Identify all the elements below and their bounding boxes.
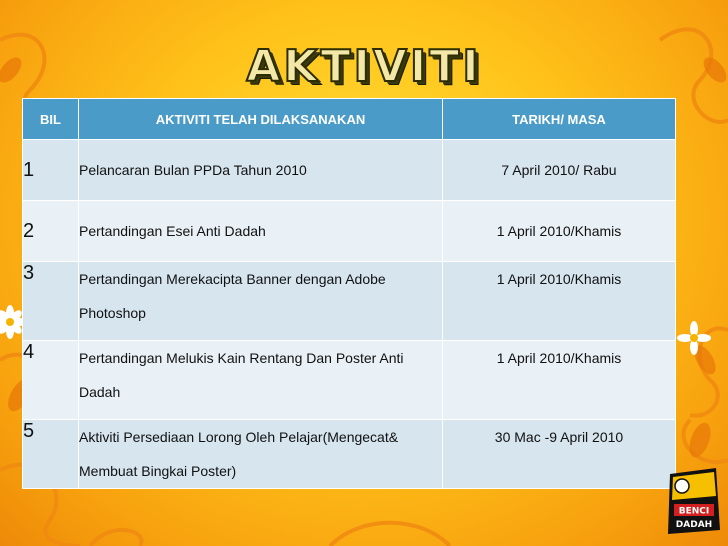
row-activity: Pertandingan Merekacipta Banner dengan Adobe Photoshop bbox=[79, 262, 443, 341]
svg-text:DADAH: DADAH bbox=[675, 520, 713, 530]
row-number: 1 bbox=[23, 140, 79, 201]
row-date: 1 April 2010/Khamis bbox=[443, 201, 676, 262]
activity-table bbox=[22, 98, 676, 489]
table-row bbox=[23, 420, 676, 489]
header-activity: AKTIVITI TELAH DILAKSANAKAN bbox=[79, 99, 443, 140]
table-row bbox=[23, 140, 676, 201]
slide-title: AKTIVITI bbox=[246, 40, 482, 92]
table-row bbox=[23, 262, 676, 341]
benci-dadah-logo bbox=[664, 466, 722, 536]
row-date: 7 April 2010/ Rabu bbox=[443, 140, 676, 201]
table-header-row bbox=[23, 99, 676, 140]
table-row bbox=[23, 341, 676, 420]
row-number: 5 bbox=[23, 420, 79, 489]
row-number: 4 bbox=[23, 341, 79, 420]
row-activity: Pelancaran Bulan PPDa Tahun 2010 bbox=[79, 140, 443, 201]
row-number: 3 bbox=[23, 262, 79, 341]
row-date: 1 April 2010/Khamis bbox=[443, 341, 676, 420]
row-activity: Pertandingan Melukis Kain Rentang Dan Poster Anti Dadah bbox=[79, 341, 443, 420]
row-date: 30 Mac -9 April 2010 bbox=[443, 420, 676, 489]
row-activity: Pertandingan Esei Anti Dadah bbox=[79, 201, 443, 262]
table-row bbox=[23, 201, 676, 262]
header-date: TARIKH/ MASA bbox=[443, 99, 676, 140]
row-activity: Aktiviti Persediaan Lorong Oleh Pelajar(Mengecat& Membuat Bingkai Poster) bbox=[79, 420, 443, 489]
svg-text:BENCI: BENCI bbox=[678, 506, 710, 517]
row-date: 1 April 2010/Khamis bbox=[443, 262, 676, 341]
row-number: 2 bbox=[23, 201, 79, 262]
header-bil: BIL bbox=[23, 99, 79, 140]
